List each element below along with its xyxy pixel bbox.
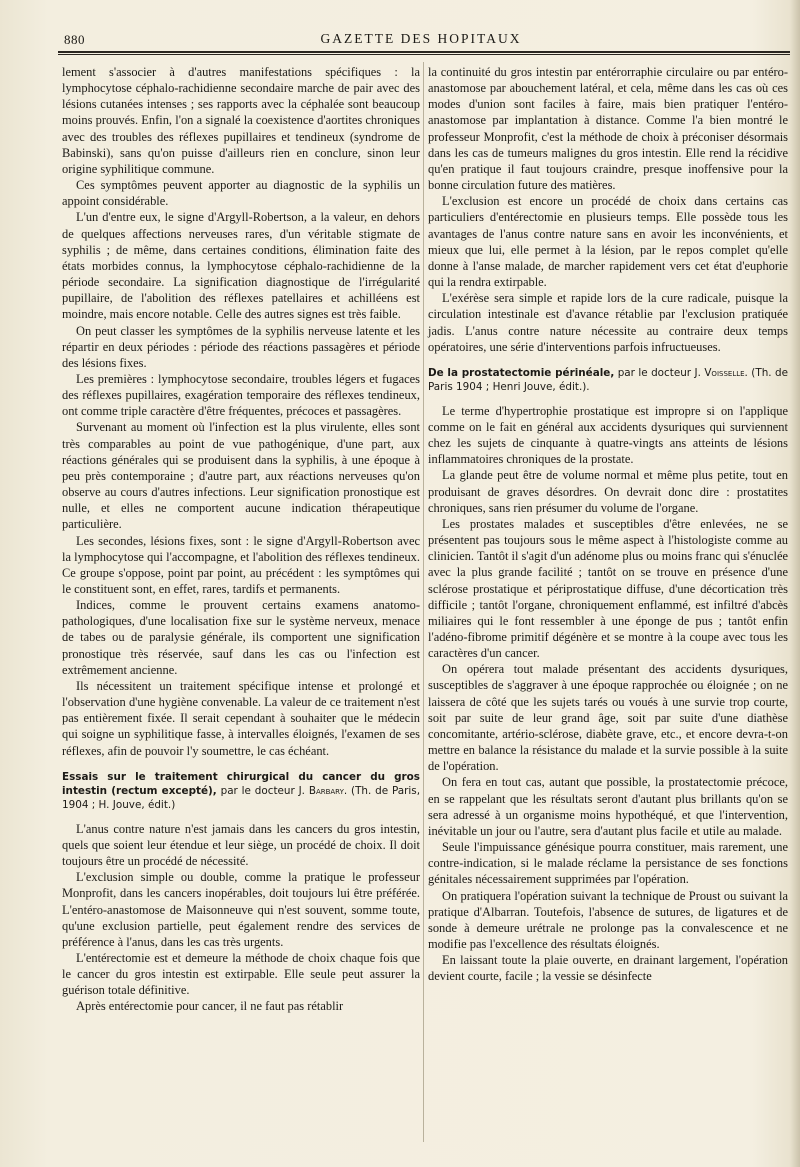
bibliography-details: par le docteur J. (216, 784, 309, 797)
paragraph: la continuité du gros intestin par entérorraphie circulaire ou par entéro-anastomose par abouchement latéral, et cela, même dans les cas où ces modes d'union sont faciles à faire, mais bien pratiquer l'entéro-anastomose par implantation à distance. Comme l'a bien montré le professeur Monprofit, c'est la méthode de choix à préconiser désormais dans les cas de tumeurs malignes du gros intestin. Elle rend la récidive qu'en pratique il faut toujours craindre, presque inoffensive pour la bonne circulation future des matières. (428, 65, 788, 193)
paragraph: L'exclusion simple ou double, comme la pratique le professeur Monprofit, dans les cancers inopérables, doit toujours lui être préférée. L'entéro-anastomose de Maisonneuve qui n'est souvent, somme toute, qu'une exclusion partielle, peut également rendre des services de préférence à l'anus, dans les cas très urgents. (62, 870, 420, 949)
paragraph: L'exérèse sera simple et rapide lors de la cure radicale, puisque la circulation intestinale est d'avance rétablie par l'exclusion pratiquée jadis. L'anus contre nature nécessite au contraire deux temps opératoires, une série d'interventions parfois infructueuses. (428, 291, 788, 354)
bibliography-details: par le docteur J. (614, 366, 705, 379)
paragraph: L'un d'entre eux, le signe d'Argyll-Robertson, a la valeur, en dehors de quelques affections nerveuses rares, d'un véritable stigmate de syphilis ; de même, dans certaines conditions, élimination faite des états morbides connus, la lymphocytose céphalo-rachidienne de la période secondaire. La signification diagnostique de l'irrégularité pupillaire, de l'abolition des réflexes patellaires et achilléens est moindre, mais encore notable. Celle des autres signes est très faible. (62, 210, 420, 322)
paragraph: Indices, comme le prouvent certains examens anatomo-pathologiques, d'une localisation fixe sur le système nerveux, menace de tabes ou de paralysie générale, ils comportent une signification pronostique très réservée, sauf dans les cas ou l'infection est extrêmement ancienne. (62, 598, 420, 677)
paragraph: On fera en tout cas, autant que possible, la prostatectomie précoce, en se rappelant que les résultats seront d'autant plus brillants qu'on se sera adressé à un organisme moins hypothéqué, et que l'intervention, inévitable un jour ou l'autre, sera d'autant plus facile et utile au malade. (428, 775, 788, 838)
paragraph: L'anus contre nature n'est jamais dans les cancers du gros intestin, quels que soient leur étendue et leur siège, un procédé de choix. Il doit toujours être un procédé de nécessité. (62, 821, 420, 869)
bibliography-entry (62, 770, 420, 812)
column-divider (423, 62, 424, 1142)
paragraph: Seule l'impuissance génésique pourra constituer, mais rarement, une contre-indication, si le malade réclame la persistance de ses fonctions génitales nécessairement supprimées par l'opération. (428, 840, 788, 887)
paragraph: La glande peut être de volume normal et même plus petite, tout en produisant de graves désordres. On devrait donc dire : prostatites chroniques, sans rien présumer du volume de l'organe. (428, 468, 788, 515)
paragraph: On pratiquera l'opération suivant la technique de Proust ou suivant la pratique d'Albarran. Toutefois, l'absence de sutures, de ligatures et de sonde à demeure urétrale ne prolonge pas la convalescence et ne modifie pas l'excellence des résultats éloignés. (428, 888, 788, 951)
paragraph: L'entérectomie est et demeure la méthode de choix chaque fois que le cancer du gros intestin est extirpable. Elle seule peut assurer la guérison totale définitive. (62, 950, 420, 998)
bibliography-entry (428, 366, 788, 394)
page-header (56, 26, 786, 52)
page-number: 880 (64, 32, 85, 47)
paragraph: L'exclusion est encore un procédé de choix dans certains cas particuliers d'entérectomie en plusieurs temps. Elle possède tous les avantages de l'anus contre nature sans en avoir les inconvénients, et mieux que lui, elle permet à la lésion, par le repos complet qu'elle donne à l'anse malade, de marcher rapidement vers cet état d'euphorie qui la rendra extirpable. (428, 194, 788, 290)
right-column (428, 64, 788, 984)
left-column (62, 64, 420, 1015)
paragraph: Ces symptômes peuvent apporter au diagnostic de la syphilis un appoint considérable. (62, 178, 420, 209)
running-title: GAZETTE DES HOPITAUX (320, 31, 522, 46)
paragraph: Le terme d'hypertrophie prostatique est impropre si on l'applique comme on le fait en général aux accidents dysuriques qui surviennent chez les sujets de cinquante à quatre-vingts ans atteints de lésions inflammatoires chroniques de la prostate. (428, 403, 788, 467)
bibliography-title: Essais sur le traitement chirurgical du cancer du gros intestin (rectum excepté), (62, 770, 420, 797)
bibliography-author: Voisselle (704, 366, 745, 379)
paragraph: On peut classer les symptômes de la syphilis nerveuse latente et les répartir en deux périodes : période des réactions passagères et période des lésions fixes. (62, 323, 420, 370)
bibliography-author: Barbary (308, 784, 344, 797)
paragraph: On opérera tout malade présentant des accidents dysuriques, susceptibles de s'aggraver à une époque rapprochée ou éloignée ; on ne laissera de côté que les sujets tarés ou voués à une survie trop courte, soit par suite de leur grand âge, soit par suite d'une diathèse concomitante, artério-sclérose, diabète grave, etc., et encore devra-t-on mettre en balance la résistance du malade et la survie possible à la suite de l'opération. (428, 662, 788, 774)
paragraph: Ils nécessitent un traitement spécifique intense et prolongé et l'observation d'une hygiène convenable. La valeur de ce traitement n'est pas entièrement fixée. Il serait cependant à souhaiter que le médecin qui soigne un syphilitique fasse, à intervalles éloignés, l'examen de ses réflexes, afin de pouvoir l'y soumettre, le cas échéant. (62, 678, 420, 758)
paragraph: Les prostates malades et susceptibles d'être enlevées, ne se présentent pas toujours sous le même aspect à l'histologiste comme au clinicien. Tantôt il s'agit d'un adénome plus ou moins franc qui s'énuclée avec la plus grande facilité ; tantôt on se trouve en présence d'une sclérose prostatique et périprostatique diffuse, d'une décortication très difficile ; tantôt l'organe, chroniquement enflammé, est infiltré d'abcès miliaires qui le font ressembler à une éponge de pus ; tantôt enfin l'adéno-fibrome primitif dégénère et se montre à la coupe avec tous les caractères d'un cancer. (428, 516, 789, 661)
paragraph: Survenant au moment où l'infection est la plus virulente, elles sont très comparables au point de vue pathogénique, d'une part, aux réactions générales qui se produisent dans la syphilis, à une époque à peu près contemporaine ; d'autre part, aux réactions nerveuses qu'on observe au cours d'autres infections. Leur signification pronostique est nulle, et elles ne comportent aucune indication thérapeutique particulière. (62, 420, 420, 532)
paragraph: Les secondes, lésions fixes, sont : le signe d'Argyll-Robertson avec la lymphocytose qui l'accompagne, et l'abolition des réflexes tendineux. Ce groupe s'oppose, point par point, au précédent : les symptômes qui le constituent sont, en effet, rares, tardifs et permanents. (62, 533, 420, 596)
page-edge-shadow (790, 0, 800, 1167)
paragraph: lement s'associer à d'autres manifestations spécifiques : la lymphocytose céphalo-rachidienne secondaire marche de pair avec des lésions cutanées intenses ; ses rapports avec la céphalée sont beaucoup moins prouvés. Enfin, l'on a signalé la coexistence d'aortites chroniques avec des troubles des réflexes pupillaires et tendineux (syndrome de Babinski), sans qu'on puisse d'ailleurs rien en conclure, sinon leur origine syphilitique commune. (62, 65, 420, 176)
bibliography-title: De la prostatectomie périnéale, (428, 366, 615, 379)
paragraph: En laissant toute la plaie ouverte, en drainant largement, l'opération devient courte, facile ; la vessie se désinfecte (428, 953, 788, 984)
bibliography-details: . (Th. de Paris, 1904 ; H. Jouve, édit.) (62, 784, 421, 811)
paragraph: Après entérectomie pour cancer, il ne faut pas rétablir (76, 999, 344, 1014)
bibliography-details: . (Th. de Paris 1904 ; Henri Jouve, édit.). (428, 366, 789, 393)
paragraph: Les premières : lymphocytose secondaire, troubles légers et fugaces des réflexes pupillaires, exagération temporaire des réflexes tendineux, ont comme triple caractère d'être fréquentes, précoces et passagères. (62, 371, 420, 419)
header-rule (58, 51, 790, 55)
